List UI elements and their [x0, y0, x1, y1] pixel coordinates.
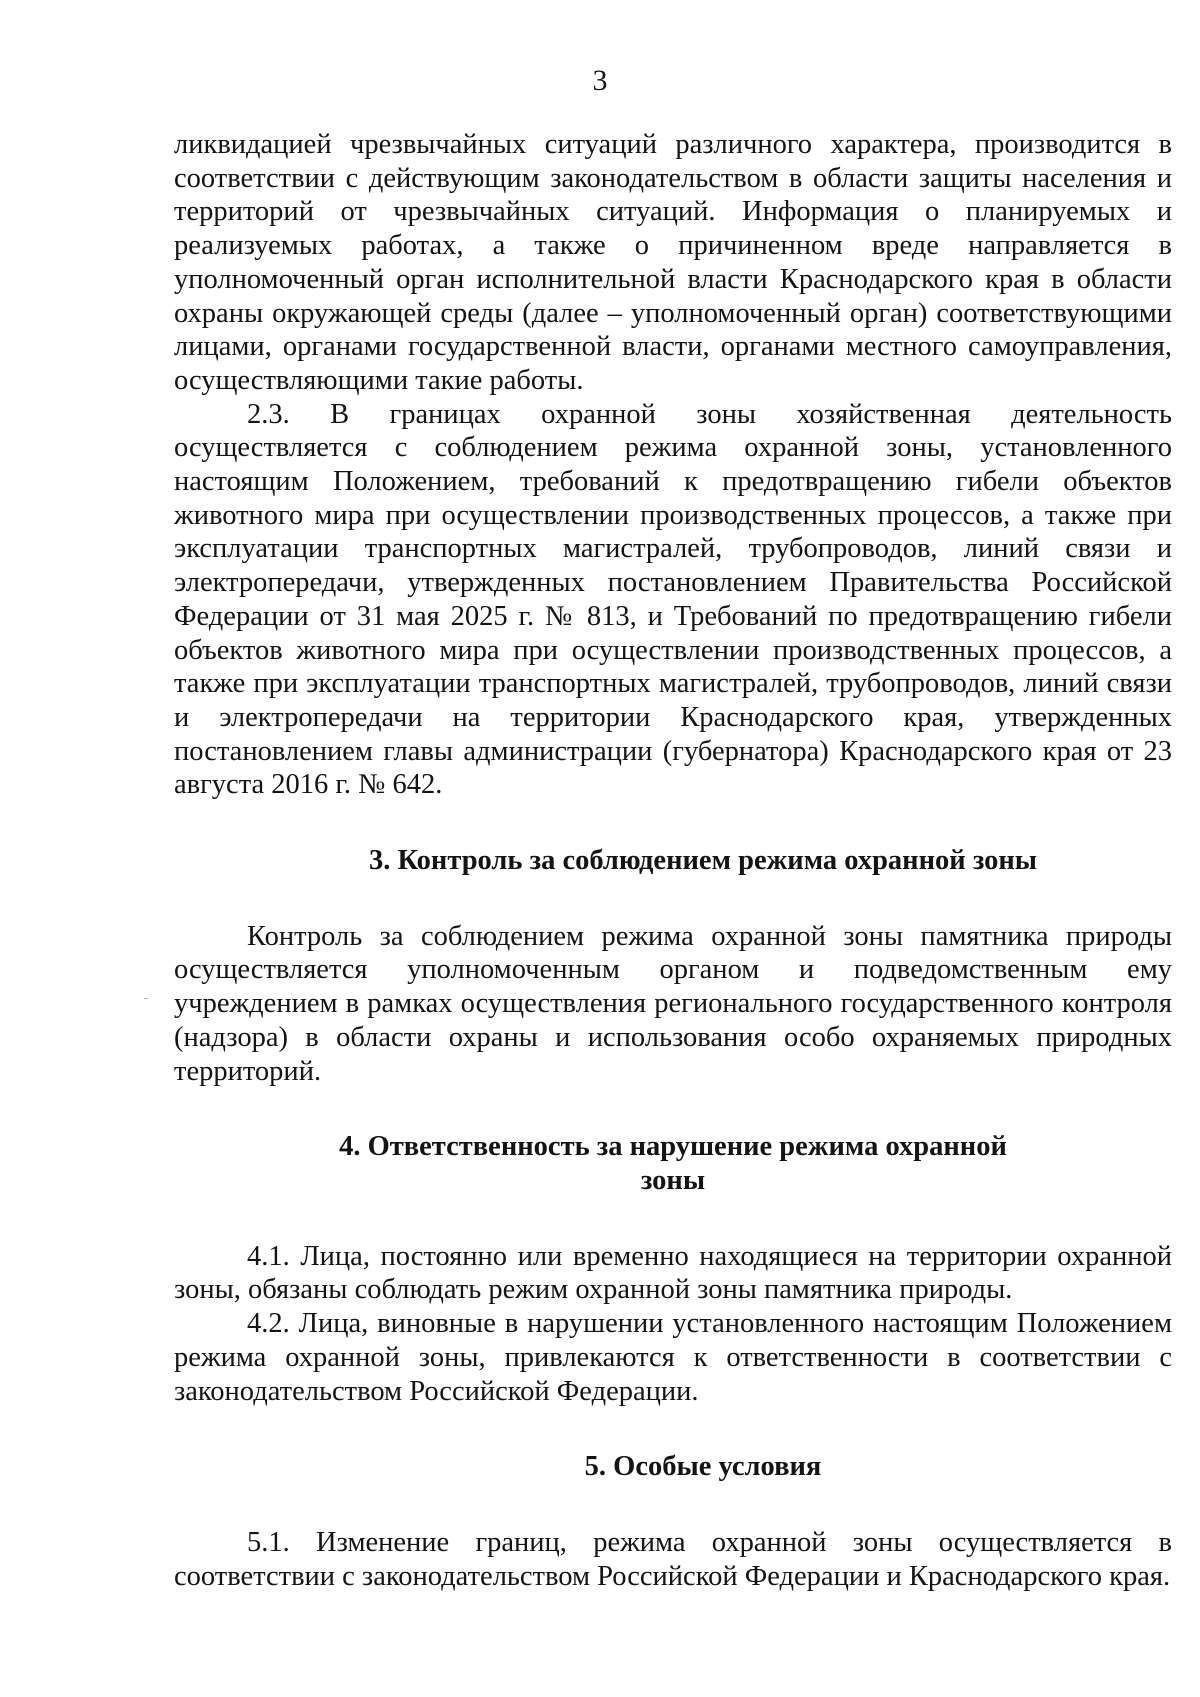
- scan-margin-mark: [144, 998, 148, 999]
- section-4-heading-line1: 4. Ответственность за нарушение режима охранной: [339, 1131, 1007, 1163]
- paragraph-continued: ликвидацией чрезвычайных ситуаций различного характера, производится в соответствии с действующим законодательством в области защиты населения и территорий от чрезвычайных ситуаций. Информация о планируемых и реализуемых работах, а также о причиненном вреде направляется в уполномоченный орган исполнительной власти Краснодарского края в области охраны окружающей среды (далее – уполномоченный орган) соответствующими лицами, органами государственной власти, органами местного самоуправления, осуществляющими такие работы.: [174, 129, 1172, 396]
- section-4-heading: [174, 1130, 1172, 1197]
- paragraph-2-3: 2.3. В границах охранной зоны хозяйственная деятельность осуществляется с соблюдением режима охранной зоны, установленного настоящим Положением, требований к предотвращению гибели объектов животного мира при осуществлении производственных процессов, а также при эксплуатации транспортных магистралей, трубопроводов, линий связи и электропередачи, утвержденных постановлением Правительства Российской Федерации от 31 мая 2025 г. № 813, и Требований по предотвращению гибели объектов животного мира при осуществлении производственных процессов, а также при эксплуатации транспортных магистралей, трубопроводов, линий связи и электропередачи на территории Краснодарского края, утвержденных постановлением главы администрации (губернатора) Краснодарского края от 23 августа 2016 г. № 642.: [174, 398, 1172, 801]
- document-body: [174, 128, 1172, 1593]
- section-4-heading-line2: зоны: [640, 1164, 706, 1196]
- section-3-heading: 3. Контроль за соблюдением режима охранной зоны: [368, 845, 1038, 877]
- paragraph-5-1: 5.1. Изменение границ, режима охранной зоны осуществляется в соответствии с законодательством Российской Федерации и Краснодарского края.: [174, 1526, 1172, 1592]
- paragraph-4-2: 4.2. Лица, виновные в нарушении установленного настоящим Положением режима охранной зоны, привлекаются к ответственности в соответствии с законодательством Российской Федерации.: [174, 1308, 1172, 1407]
- paragraph-4-1: 4.1. Лица, постоянно или временно находящиеся на территории охранной зоны, обязаны соблюдать режим охранной зоны памятника природы.: [174, 1240, 1172, 1306]
- section-3-paragraph: Контроль за соблюдением режима охранной зоны памятника природы осуществляется уполномоченным органом и подведомственным ему учреждением в рамках осуществления регионального государственного контроля (надзора) в области охраны и использования особо охраняемых природных территорий.: [174, 920, 1172, 1087]
- section-5-heading: 5. Особые условия: [584, 1451, 822, 1483]
- page-number: 3: [592, 64, 608, 97]
